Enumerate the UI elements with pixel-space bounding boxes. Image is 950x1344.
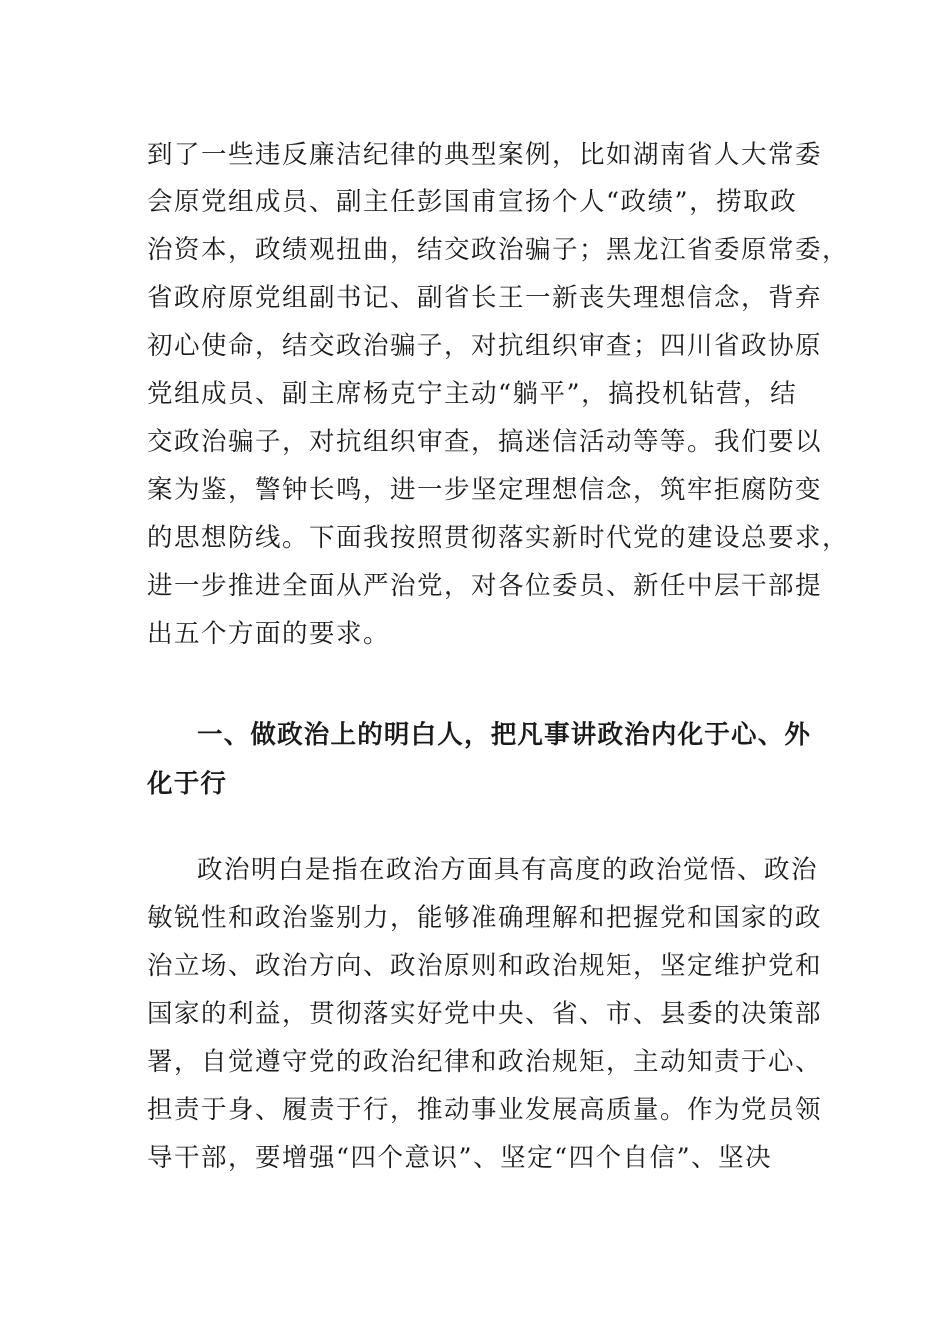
text-line: 案为鉴，警钟长鸣，进一步坚定理想信念，筑牢拒腐防变 (147, 475, 823, 505)
text-line: 会原党组成员、副主任彭国甫宣扬个人“政绩”，捞取政 (147, 187, 798, 217)
text-line: 署，自觉遵守党的政治纪律和政治规矩，主动知责于心、 (147, 1047, 823, 1077)
text-line: 担责于身、履责于行，推动事业发展高质量。作为党员领 (147, 1095, 823, 1125)
heading-line: 一、做政治上的明白人，把凡事讲政治内化于心、外 (197, 720, 812, 750)
text-line: 出五个方面的要求。 (147, 619, 391, 649)
text-line: 敏锐性和政治鉴别力，能够准确理解和把握党和国家的政 (147, 903, 823, 933)
text-line: 初心使命，结交政治骗子，对抗组织审查；四川省政协原 (147, 331, 823, 361)
text-line: 治资本，政绩观扭曲，结交政治骗子；黑龙江省委原常委， (147, 235, 850, 265)
heading-line: 化于行 (147, 769, 228, 799)
text-line: 到了一些违反廉洁纪律的典型案例，比如湖南省人大常委 (147, 140, 823, 170)
text-line: 交政治骗子，对抗组织审查，搞迷信活动等等。我们要以 (147, 427, 823, 457)
text-line: 省政府原党组副书记、副省长王一新丧失理想信念，背弃 (147, 283, 823, 313)
text-line: 政治明白是指在政治方面具有高度的政治觉悟、政治 (197, 855, 819, 885)
text-line: 进一步推进全面从严治党，对各位委员、新任中层干部提 (147, 571, 823, 601)
text-line: 导干部，要增强“四个意识”、坚定“四个自信”、坚决 (147, 1143, 773, 1173)
text-line: 党组成员、副主席杨克宁主动“躺平”，搞投机钻营，结 (147, 379, 798, 409)
text-line: 治立场、政治方向、政治原则和政治规矩，坚定维护党和 (147, 951, 823, 981)
text-line: 国家的利益，贯彻落实好党中央、省、市、县委的决策部 (147, 999, 823, 1029)
text-line: 的思想防线。下面我按照贯彻落实新时代党的建设总要求， (147, 523, 850, 553)
